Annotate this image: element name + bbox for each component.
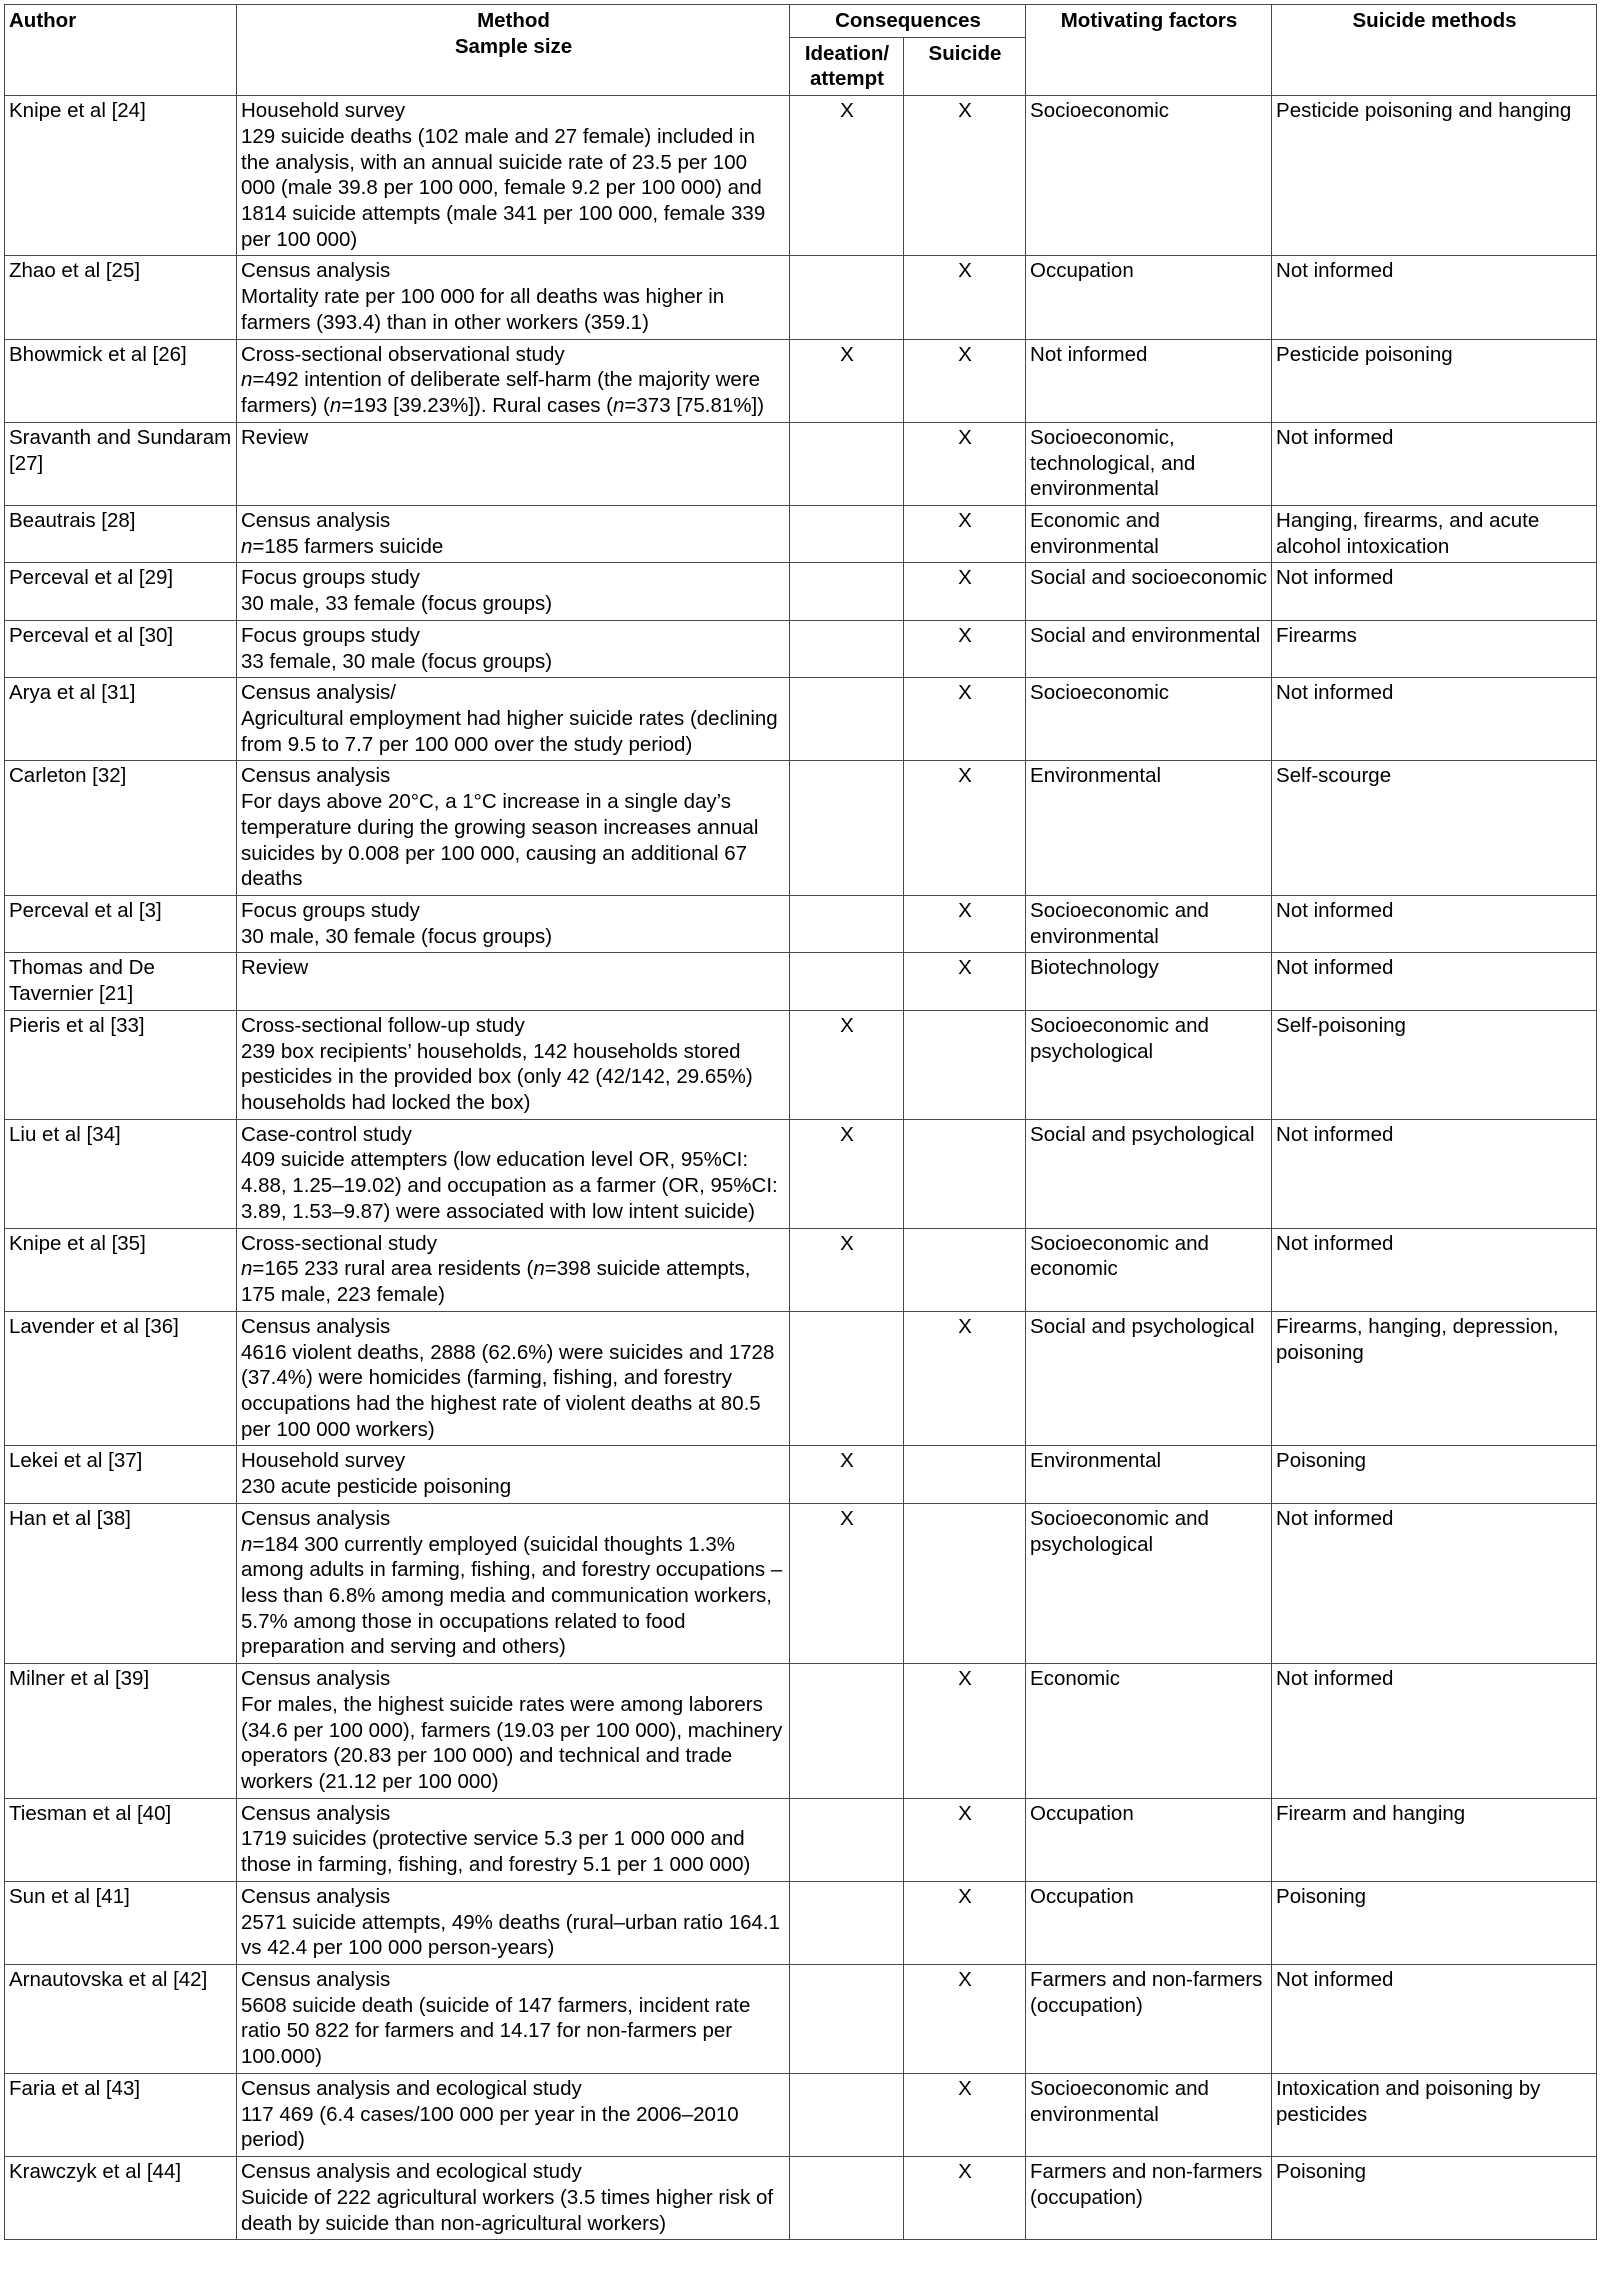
table-row [5,339,1597,422]
cell-motivating-factors: Economic [1026,1664,1272,1799]
cell-motivating-factors: Occupation [1026,1798,1272,1881]
cell-suicide-mark: X [904,96,1026,256]
cell-suicide-methods: Self-scourge [1272,761,1597,896]
cell-suicide-mark: X [904,620,1026,677]
table-header [5,5,1597,96]
cell-method: Review [237,422,790,505]
cell-method: Census analysis For days above 20°C, a 1°C increase in a single day’s temperature during the growing season increases annual suicides by 0.008 per 100 000, causing an additional 67 deaths [237,761,790,896]
cell-ideation-attempt-mark [790,1881,904,1964]
cell-method: Focus groups study 30 male, 33 female (focus groups) [237,563,790,620]
cell-author: Zhao et al [25] [5,256,237,339]
cell-author: Sravanth and Sundaram [27] [5,422,237,505]
table-row [5,1798,1597,1881]
cell-motivating-factors: Socioeconomic [1026,96,1272,256]
cell-motivating-factors: Farmers and non-farmers (occupation) [1026,2157,1272,2240]
cell-method: Cross-sectional observational study n=492 intention of deliberate self-harm (the majority were farmers) (n=193 [39.23%]). Rural cases (n=373 [75.81%]) [237,339,790,422]
cell-suicide-mark [904,1228,1026,1311]
column-header-ideation-attempt: Ideation/ attempt [790,37,904,95]
cell-suicide-mark: X [904,1311,1026,1446]
cell-method: Case-control study 409 suicide attempters (low education level OR, 95%CI: 4.88, 1.25–19.02) and occupation as a farmer (OR, 95%CI: 3.89, 1.53–9.87) were associated with low intent suicide) [237,1119,790,1228]
cell-author: Lavender et al [36] [5,1311,237,1446]
cell-motivating-factors: Environmental [1026,1446,1272,1503]
cell-suicide-methods: Poisoning [1272,1881,1597,1964]
cell-motivating-factors: Socioeconomic and psychological [1026,1010,1272,1119]
table-row [5,1881,1597,1964]
cell-author: Lekei et al [37] [5,1446,237,1503]
cell-motivating-factors: Social and psychological [1026,1311,1272,1446]
table-row [5,1664,1597,1799]
cell-suicide-methods: Intoxication and poisoning by pesticides [1272,2073,1597,2156]
cell-motivating-factors: Socioeconomic and psychological [1026,1503,1272,1663]
column-header-suicide: Suicide [904,37,1026,95]
cell-method: Household survey 129 suicide deaths (102 male and 27 female) included in the analysis, with an annual suicide rate of 23.5 per 100 000 (male 39.8 per 100 000, female 9.2 per 100 000) and 1814 suicide attempts (male 341 per 100 000, female 339 per 100 000) [237,96,790,256]
cell-ideation-attempt-mark: X [790,1010,904,1119]
cell-suicide-methods: Not informed [1272,1119,1597,1228]
table-row [5,1119,1597,1228]
cell-suicide-methods: Not informed [1272,563,1597,620]
cell-suicide-methods: Firearms [1272,620,1597,677]
cell-suicide-mark: X [904,678,1026,761]
table-row [5,96,1597,256]
cell-suicide-methods: Not informed [1272,256,1597,339]
table-row [5,563,1597,620]
cell-author: Beautrais [28] [5,505,237,562]
cell-ideation-attempt-mark: X [790,339,904,422]
cell-author: Thomas and De Tavernier [21] [5,953,237,1010]
cell-ideation-attempt-mark [790,620,904,677]
table-row [5,505,1597,562]
cell-ideation-attempt-mark [790,1965,904,2074]
studies-table [4,4,1597,2240]
cell-author: Perceval et al [29] [5,563,237,620]
table-row [5,1311,1597,1446]
cell-suicide-mark: X [904,1798,1026,1881]
cell-suicide-mark: X [904,505,1026,562]
cell-method: Cross-sectional study n=165 233 rural area residents (n=398 suicide attempts, 175 male, 223 female) [237,1228,790,1311]
cell-suicide-mark: X [904,2157,1026,2240]
cell-method: Census analysis and ecological study Suicide of 222 agricultural workers (3.5 times higher risk of death by suicide than non-agricultural workers) [237,2157,790,2240]
cell-motivating-factors: Not informed [1026,339,1272,422]
cell-motivating-factors: Social and psychological [1026,1119,1272,1228]
cell-method: Focus groups study 30 male, 30 female (focus groups) [237,896,790,953]
cell-suicide-mark: X [904,896,1026,953]
table-row [5,953,1597,1010]
cell-suicide-methods: Not informed [1272,896,1597,953]
column-header-suicide-methods: Suicide methods [1272,5,1597,96]
column-header-motivating-factors: Motivating factors [1026,5,1272,96]
table-row [5,422,1597,505]
cell-author: Perceval et al [3] [5,896,237,953]
cell-ideation-attempt-mark [790,761,904,896]
column-header-method-line1: Method [477,9,550,32]
cell-suicide-mark: X [904,953,1026,1010]
cell-method: Census analysis/ Agricultural employment had higher suicide rates (declining from 9.5 to 7.7 per 100 000 over the study period) [237,678,790,761]
cell-suicide-methods: Not informed [1272,953,1597,1010]
table-row [5,1446,1597,1503]
cell-author: Sun et al [41] [5,1881,237,1964]
column-header-consequences: Consequences [790,5,1026,38]
cell-ideation-attempt-mark: X [790,96,904,256]
cell-motivating-factors: Environmental [1026,761,1272,896]
cell-motivating-factors: Socioeconomic [1026,678,1272,761]
cell-suicide-mark [904,1446,1026,1503]
table-row [5,256,1597,339]
cell-motivating-factors: Socioeconomic, technological, and environmental [1026,422,1272,505]
cell-suicide-mark [904,1010,1026,1119]
cell-motivating-factors: Socioeconomic and environmental [1026,896,1272,953]
table-row [5,620,1597,677]
table-row [5,1228,1597,1311]
table-row [5,2157,1597,2240]
cell-suicide-methods: Firearms, hanging, depression, poisoning [1272,1311,1597,1446]
table-row [5,1965,1597,2074]
cell-motivating-factors: Social and socioeconomic [1026,563,1272,620]
cell-ideation-attempt-mark [790,2157,904,2240]
cell-ideation-attempt-mark [790,1798,904,1881]
cell-ideation-attempt-mark [790,1311,904,1446]
cell-suicide-mark: X [904,1664,1026,1799]
cell-suicide-methods: Not informed [1272,678,1597,761]
cell-suicide-mark: X [904,1881,1026,1964]
cell-author: Milner et al [39] [5,1664,237,1799]
cell-author: Perceval et al [30] [5,620,237,677]
cell-motivating-factors: Socioeconomic and environmental [1026,2073,1272,2156]
cell-author: Tiesman et al [40] [5,1798,237,1881]
cell-author: Liu et al [34] [5,1119,237,1228]
cell-motivating-factors: Farmers and non-farmers (occupation) [1026,1965,1272,2074]
cell-motivating-factors: Social and environmental [1026,620,1272,677]
cell-method: Census analysis 2571 suicide attempts, 49% deaths (rural–urban ratio 164.1 vs 42.4 per 100 000 person-years) [237,1881,790,1964]
cell-author: Arya et al [31] [5,678,237,761]
table-row [5,1010,1597,1119]
cell-ideation-attempt-mark [790,953,904,1010]
cell-method: Focus groups study 33 female, 30 male (focus groups) [237,620,790,677]
cell-suicide-mark: X [904,422,1026,505]
column-header-method-line2: Sample size [454,34,573,58]
cell-suicide-mark [904,1503,1026,1663]
table-body [5,96,1597,2240]
cell-author: Arnautovska et al [42] [5,1965,237,2074]
cell-author: Faria et al [43] [5,2073,237,2156]
cell-author: Krawczyk et al [44] [5,2157,237,2240]
cell-suicide-methods: Self-poisoning [1272,1010,1597,1119]
cell-author: Knipe et al [35] [5,1228,237,1311]
cell-method: Review [237,953,790,1010]
cell-suicide-methods: Pesticide poisoning and hanging [1272,96,1597,256]
cell-method: Cross-sectional follow-up study 239 box recipients’ households, 142 households stored pesticides in the provided box (only 42 (42/142, 29.65%) households had locked the box) [237,1010,790,1119]
cell-method: Census analysis 5608 suicide death (suicide of 147 farmers, incident rate ratio 50 822 for farmers and 14.17 for non-farmers per 100.000) [237,1965,790,2074]
cell-ideation-attempt-mark [790,563,904,620]
cell-method: Census analysis n=185 farmers suicide [237,505,790,562]
cell-method: Census analysis For males, the highest suicide rates were among laborers (34.6 per 100 000), farmers (19.03 per 100 000), machinery operators (20.83 per 100 000) and technical and trade workers (21.12 per 100 000) [237,1664,790,1799]
table-row [5,896,1597,953]
cell-motivating-factors: Socioeconomic and economic [1026,1228,1272,1311]
cell-suicide-methods: Pesticide poisoning [1272,339,1597,422]
cell-motivating-factors: Occupation [1026,256,1272,339]
cell-ideation-attempt-mark [790,678,904,761]
cell-motivating-factors: Occupation [1026,1881,1272,1964]
table-row [5,678,1597,761]
cell-suicide-methods: Not informed [1272,1664,1597,1799]
cell-ideation-attempt-mark: X [790,1119,904,1228]
cell-ideation-attempt-mark [790,896,904,953]
cell-method: Census analysis n=184 300 currently employed (suicidal thoughts 1.3% among adults in farming, fishing, and forestry occupations – less than 6.8% among media and communication workers, 5.7% among those in occupations related to food preparation and serving and others) [237,1503,790,1663]
cell-ideation-attempt-mark [790,2073,904,2156]
cell-author: Knipe et al [24] [5,96,237,256]
cell-ideation-attempt-mark: X [790,1228,904,1311]
cell-suicide-mark: X [904,1965,1026,2074]
cell-suicide-methods: Firearm and hanging [1272,1798,1597,1881]
cell-suicide-mark [904,1119,1026,1228]
cell-author: Han et al [38] [5,1503,237,1663]
table-row [5,761,1597,896]
column-header-method [237,5,790,96]
cell-ideation-attempt-mark: X [790,1503,904,1663]
cell-motivating-factors: Economic and environmental [1026,505,1272,562]
cell-suicide-methods: Not informed [1272,422,1597,505]
cell-suicide-mark: X [904,339,1026,422]
cell-author: Carleton [32] [5,761,237,896]
cell-method: Census analysis 4616 violent deaths, 2888 (62.6%) were suicides and 1728 (37.4%) were homicides (farming, fishing, and forestry occupations had the highest rate of violent deaths at 80.5 per 100 000 workers) [237,1311,790,1446]
cell-ideation-attempt-mark: X [790,1446,904,1503]
cell-author: Pieris et al [33] [5,1010,237,1119]
cell-method: Household survey 230 acute pesticide poisoning [237,1446,790,1503]
column-header-author: Author [5,5,237,96]
cell-author: Bhowmick et al [26] [5,339,237,422]
table-row [5,1503,1597,1663]
cell-suicide-mark: X [904,563,1026,620]
cell-suicide-methods: Poisoning [1272,2157,1597,2240]
cell-suicide-mark: X [904,2073,1026,2156]
cell-ideation-attempt-mark [790,422,904,505]
cell-method: Census analysis and ecological study 117 469 (6.4 cases/100 000 per year in the 2006–2010 period) [237,2073,790,2156]
cell-ideation-attempt-mark [790,256,904,339]
cell-method: Census analysis Mortality rate per 100 000 for all deaths was higher in farmers (393.4) than in other workers (359.1) [237,256,790,339]
cell-suicide-methods: Not informed [1272,1503,1597,1663]
cell-ideation-attempt-mark [790,505,904,562]
cell-suicide-mark: X [904,256,1026,339]
header-row-primary [5,5,1597,38]
cell-method: Census analysis 1719 suicides (protective service 5.3 per 1 000 000 and those in farming, fishing, and forestry 5.1 per 1 000 000) [237,1798,790,1881]
cell-suicide-methods: Not informed [1272,1965,1597,2074]
cell-suicide-methods: Hanging, firearms, and acute alcohol intoxication [1272,505,1597,562]
cell-suicide-methods: Poisoning [1272,1446,1597,1503]
cell-ideation-attempt-mark [790,1664,904,1799]
cell-suicide-methods: Not informed [1272,1228,1597,1311]
table-row [5,2073,1597,2156]
cell-motivating-factors: Biotechnology [1026,953,1272,1010]
cell-suicide-mark: X [904,761,1026,896]
